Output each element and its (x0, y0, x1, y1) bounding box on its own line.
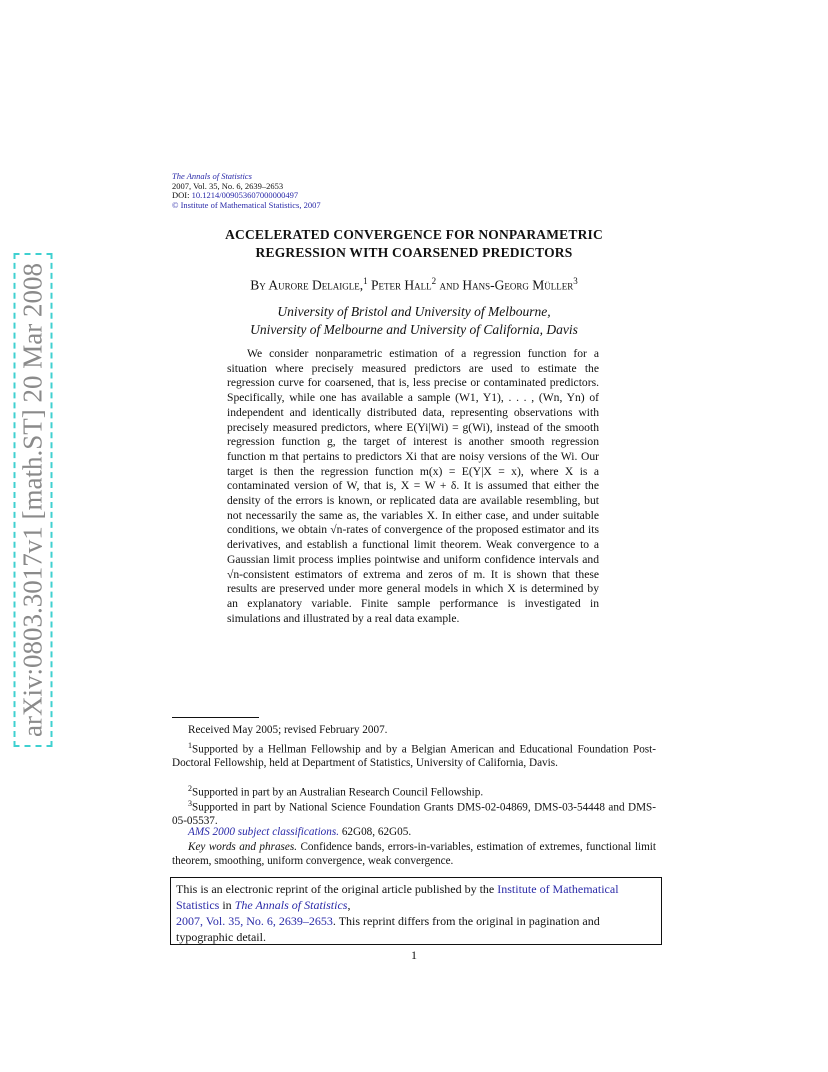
volume-link[interactable]: 2007, Vol. 35, No. 6, 2639–2653 (176, 914, 333, 928)
affiliation-line-1: University of Bristol and University of Melbourne, (277, 304, 551, 319)
paper-title (172, 226, 656, 262)
footnote-1-mark: 1 (188, 741, 192, 750)
footnote-3 (172, 797, 656, 829)
author-2-mark: 2 (431, 276, 437, 286)
by-label: By (250, 277, 269, 293)
footnote-2-text: Supported in part by an Australian Research Council Fellowship. (192, 786, 484, 799)
doi-label: DOI: (172, 190, 192, 200)
footnote-3-text: Supported in part by National Science Foundation Grants DMS-02-04869, DMS-03-54448 and DMS-05-05537. (172, 801, 656, 828)
title-line-1: ACCELERATED CONVERGENCE FOR NONPARAMETRIC (225, 227, 603, 242)
ams-classification (172, 826, 656, 840)
reprint-text-1: This is an electronic reprint of the original article published by the (176, 882, 498, 896)
author-1-mark: 1 (363, 276, 368, 286)
and-label: and (436, 277, 463, 293)
author-1: Aurore Delaigle, (268, 277, 364, 293)
author-3: Hans-Georg Müller (462, 277, 574, 293)
reprint-text-3: , (347, 898, 351, 912)
keywords (172, 841, 656, 868)
keywords-label: Key words and phrases. (188, 841, 298, 853)
author-2: Peter Hall (367, 277, 432, 293)
footnote-1-text: Supported by a Hellman Fellowship and by a Belgian American and Educational Foundation Post-Doctoral Fellowship, held at Department of Statistics, University of California, Davis. (172, 743, 656, 770)
footnote-rule (172, 717, 259, 718)
arxiv-identifier[interactable]: arXiv:0803.3017v1 [math.ST] 20 Mar 2008 (14, 253, 53, 747)
footnote-1 (172, 739, 656, 771)
journal-link[interactable]: The Annals of Statistics (234, 898, 348, 912)
reprint-text-2: in (219, 898, 235, 912)
abstract: We consider nonparametric estimation of a regression function for a situation where precisely measured predictors are used to estimate the regression curve for coarsened, that is, less precise or contaminated predictors. Specifically, while one has available a sample (W1, Y1), . . . , (Wn, Yn) of independent and identically distributed data, representing observations with precisely measured predictors, where E(Yi|Wi) = g(Wi), instead of the smooth regression function g, the target of interest is another smooth regression function m that pertains to predictors Xi that are noisy versions of the Wi. Our target is then the regression function m(x) = E(Y|X = x), where X is a contaminated version of W, that is, X = W + δ. It is assumed that either the density of the errors is known, or replicated data are available resembling, but not necessarily the same as, the variables X. In either case, and under suitable conditions, we obtain √n-rates of convergence of the proposed estimator and its derivatives, and establish a functional limit theorem. Weak convergence to a Gaussian limit process implies pointwise and uniform confidence intervals and √n-consistent estimators of extrema and zeros of m. It is shown that these results are preserved under more general models in which X is determined by an explanatory variable. Finite sample performance is investigated in simulations and illustrated by a real data example. (227, 347, 599, 625)
doi-link[interactable]: 10.1214/009053607000000497 (191, 190, 299, 200)
copyright-line[interactable]: © Institute of Mathematical Statistics, 2007 (172, 199, 321, 210)
journal-name[interactable]: The Annals of Statistics (172, 171, 252, 181)
ams-link[interactable]: AMS 2000 subject classifications. (188, 826, 340, 838)
author-line (172, 276, 656, 294)
journal-volume: 2007, Vol. 35, No. 6, 2639–2653 (172, 180, 284, 191)
reprint-text-4: . This reprint differs from the original in pagination and typographic detail. (176, 914, 600, 944)
ims-link[interactable]: Institute of Mathematical Statistics (176, 882, 619, 912)
title-line-2: REGRESSION WITH COARSENED PREDICTORS (255, 245, 573, 260)
keywords-text: Confidence bands, errors-in-variables, estimation of extremes, functional limit theorem, smoothing, uniform convergence, weak convergence. (172, 841, 656, 867)
affiliations (172, 303, 656, 339)
arxiv-sidebar (0, 240, 68, 760)
ams-codes: 62G08, 62G05. (339, 826, 412, 838)
author-3-mark: 3 (573, 276, 578, 286)
affiliation-line-2: University of Melbourne and University of California, Davis (250, 322, 578, 337)
reprint-notice (170, 877, 662, 945)
footnote-3-mark: 3 (188, 799, 192, 808)
page-number: 1 (411, 948, 417, 962)
footnote-2-mark: 2 (188, 784, 192, 793)
received-note: Received May 2005; revised February 2007. (188, 724, 388, 736)
journal-header (172, 172, 321, 210)
